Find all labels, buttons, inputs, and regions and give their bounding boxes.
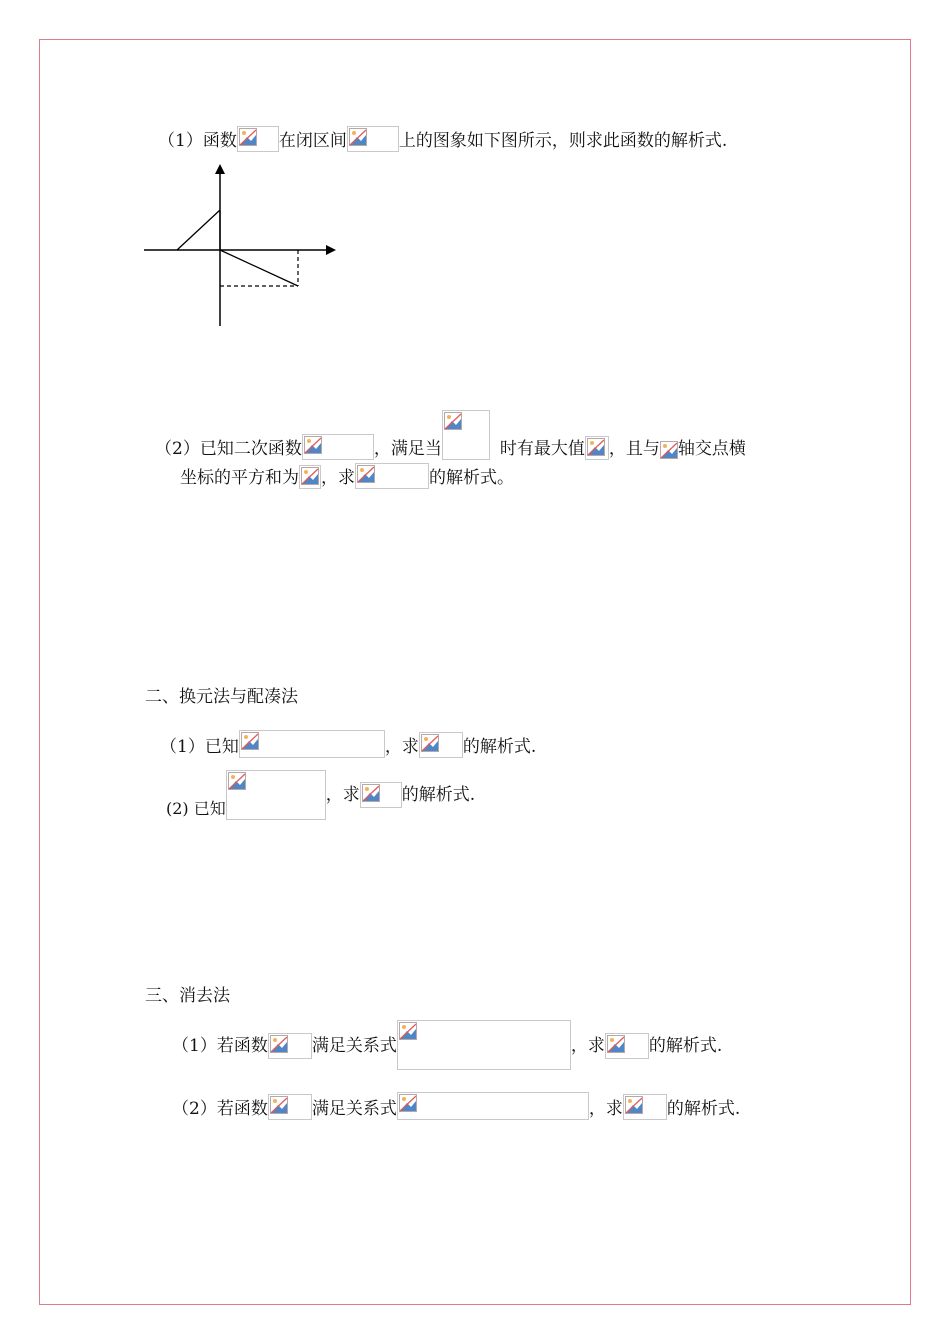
problem-2-1 bbox=[160, 730, 536, 758]
problem-text: 的解析式. bbox=[666, 1099, 741, 1119]
broken-image-icon bbox=[304, 436, 322, 454]
problem-text: 的解析式。 bbox=[429, 468, 514, 488]
problem-text: (2) 已知 bbox=[166, 799, 226, 818]
formula-image-placeholder bbox=[239, 730, 385, 758]
graph-segment-right bbox=[220, 250, 298, 286]
problem-1-1 bbox=[158, 126, 727, 152]
formula-image-placeholder bbox=[397, 1020, 571, 1070]
formula-image-placeholder bbox=[660, 440, 678, 460]
problem-text: ，求 bbox=[384, 737, 419, 757]
broken-image-icon bbox=[228, 772, 246, 790]
broken-image-icon bbox=[660, 441, 678, 459]
formula-image-placeholder bbox=[347, 126, 399, 152]
formula-image-placeholder bbox=[268, 1033, 312, 1059]
formula-image-placeholder bbox=[355, 463, 429, 489]
problem-text: 时有最大值 bbox=[499, 439, 585, 459]
broken-image-icon bbox=[399, 1022, 417, 1040]
formula-image-placeholder bbox=[268, 1094, 312, 1120]
problem-1-2-line-1 bbox=[155, 410, 746, 460]
problem-text: 轴交点横 bbox=[677, 439, 746, 459]
problem-text: （1）已知 bbox=[160, 737, 239, 757]
broken-image-icon bbox=[301, 467, 319, 485]
broken-image-icon bbox=[444, 412, 462, 430]
problem-text: ，求 bbox=[570, 1036, 605, 1056]
graph-segment-left bbox=[177, 210, 220, 250]
x-axis-arrow bbox=[326, 245, 336, 255]
broken-image-icon bbox=[399, 1094, 417, 1112]
formula-image-placeholder bbox=[360, 782, 402, 808]
problem-text: 的解析式. bbox=[462, 737, 537, 757]
problem-text: （1）函数 bbox=[158, 131, 237, 151]
broken-image-icon bbox=[625, 1096, 643, 1114]
broken-image-icon bbox=[357, 465, 375, 483]
formula-image-placeholder bbox=[442, 410, 490, 460]
problem-text: 上的图象如下图所示，则求此函数的解析式. bbox=[398, 131, 728, 151]
broken-image-icon bbox=[362, 784, 380, 802]
problem-3-1 bbox=[172, 1020, 722, 1070]
problem-3-2 bbox=[172, 1092, 740, 1120]
problem-text: （1）若函数 bbox=[172, 1036, 268, 1056]
problem-text: ，且与 bbox=[608, 439, 660, 459]
broken-image-icon bbox=[349, 128, 367, 146]
problem-text: 满足关系式 bbox=[311, 1099, 397, 1119]
problem-text: ，求 bbox=[321, 468, 355, 488]
formula-image-placeholder bbox=[605, 1033, 649, 1059]
problem-text: （2）已知二次函数 bbox=[155, 439, 302, 459]
section-2-heading: 二、换元法与配凑法 bbox=[145, 687, 298, 707]
formula-image-placeholder bbox=[623, 1094, 667, 1120]
formula-image-placeholder bbox=[302, 434, 374, 460]
problem-text: ，满足当 bbox=[373, 439, 442, 459]
broken-image-icon bbox=[421, 734, 439, 752]
y-axis-arrow bbox=[215, 164, 225, 174]
formula-image-placeholder bbox=[299, 465, 321, 489]
formula-image-placeholder bbox=[585, 436, 609, 460]
problem-1-2-line-2 bbox=[180, 463, 514, 489]
formula-image-placeholder bbox=[397, 1092, 589, 1120]
broken-image-icon bbox=[239, 128, 257, 146]
problem-text: 在闭区间 bbox=[278, 131, 347, 151]
section-3-heading: 三、消去法 bbox=[145, 986, 230, 1006]
broken-image-icon bbox=[607, 1035, 625, 1053]
problem-text: （2）若函数 bbox=[172, 1099, 268, 1119]
broken-image-icon bbox=[270, 1035, 288, 1053]
formula-image-placeholder bbox=[419, 732, 463, 758]
problem-text: ，求 bbox=[588, 1099, 623, 1119]
formula-image-placeholder bbox=[237, 126, 279, 152]
function-graph bbox=[140, 160, 340, 330]
problem-text: 的解析式. bbox=[648, 1036, 723, 1056]
problem-text: 满足关系式 bbox=[311, 1036, 397, 1056]
broken-image-icon bbox=[587, 438, 605, 456]
broken-image-icon bbox=[241, 732, 259, 750]
problem-text: 的解析式. bbox=[401, 785, 476, 805]
problem-2-2 bbox=[166, 770, 475, 820]
problem-text: ，求 bbox=[325, 785, 360, 805]
problem-text: 坐标的平方和为 bbox=[180, 468, 299, 488]
broken-image-icon bbox=[270, 1096, 288, 1114]
formula-image-placeholder bbox=[226, 770, 326, 820]
